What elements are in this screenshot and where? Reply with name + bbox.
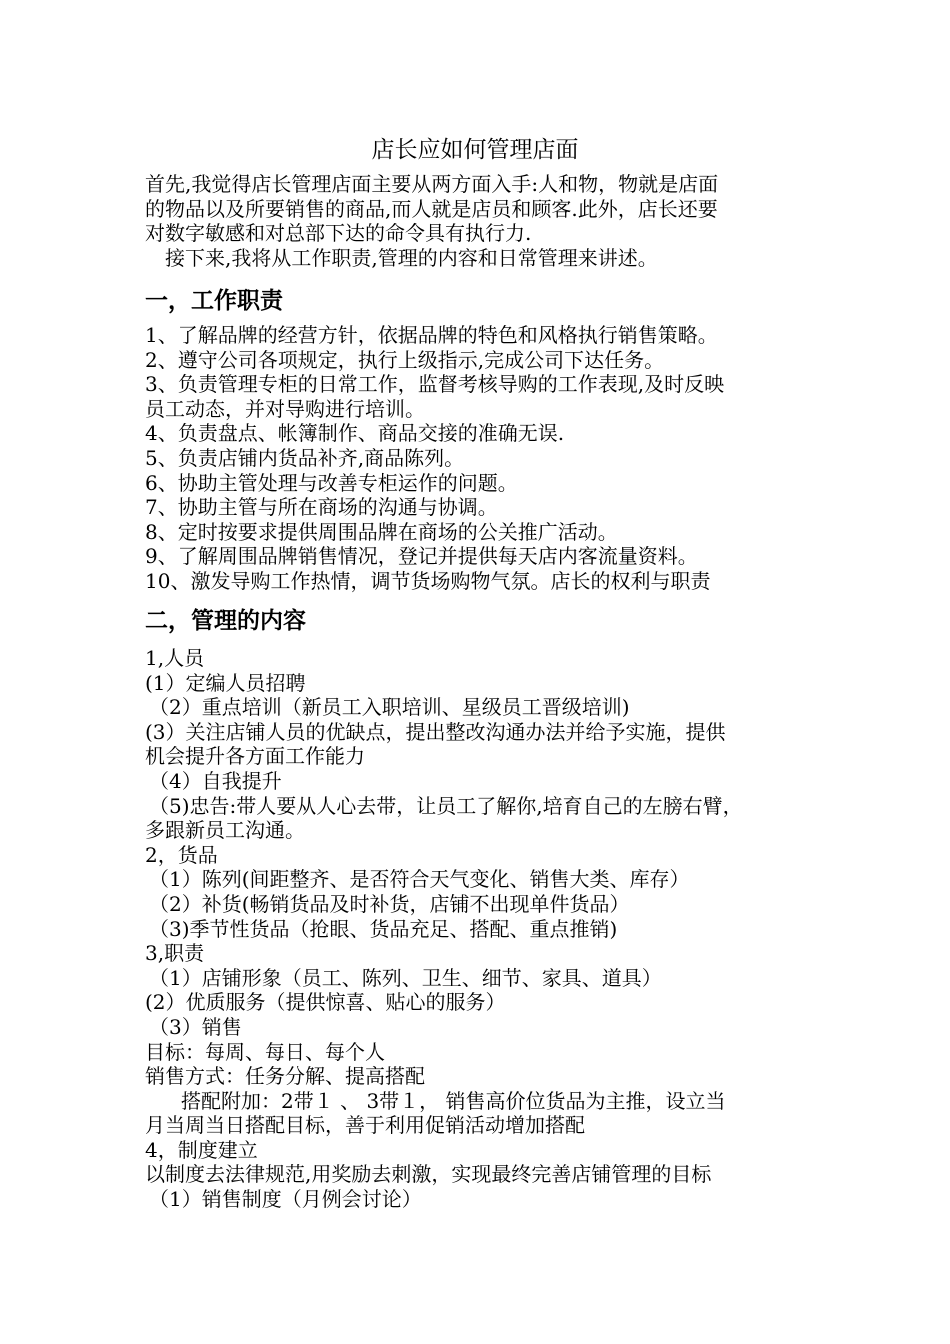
intro-line: 首先,我觉得店长管理店面主要从两方面入手:人和物，物就是店面: [145, 172, 719, 196]
list-item: 3,职责: [145, 941, 205, 966]
list-item: 以制度去法律规范,用奖励去刺激，实现最终完善店铺管理的目标: [145, 1162, 712, 1187]
list-item: (3）关注店铺人员的优缺点，提出整改沟通办法并给予实施，提供: [145, 719, 726, 744]
section-heading-management: 二，管理的内容: [145, 607, 306, 634]
list-item: 机会提升各方面工作能力: [145, 744, 365, 769]
intro-line: 接下来,我将从工作职责,管理的内容和日常管理来讲述。: [165, 245, 658, 270]
list-item: 7、协助主管与所在商场的沟通与协调。: [145, 495, 498, 520]
list-item: 2，货品: [145, 842, 218, 867]
list-item: （4）自我提升: [149, 768, 282, 793]
list-item: 6、协助主管处理与改善专柜运作的问题。: [145, 470, 518, 495]
list-item: 3、负责管理专柜的日常工作，监督考核导购的工作表现,及时反映: [145, 372, 725, 397]
list-item: （1）销售制度（月例会讨论）: [149, 1187, 422, 1212]
list-item: 目标：每周、每日、每个人: [145, 1039, 385, 1064]
list-item: 10、激发导购工作热情，调节货场购物气氛。店长的权利与职责: [145, 568, 711, 593]
page-title: 店长应如何管理店面: [371, 137, 579, 163]
list-item: 1、了解品牌的经营方针，依据品牌的特色和风格执行销售策略。: [145, 323, 718, 347]
list-item: 1,人员: [145, 646, 205, 670]
list-item: 搭配附加：2带１ 、 3带１， 销售高价位货品为主推，设立当: [181, 1088, 726, 1113]
list-item: 8、定时按要求提供周围品牌在商场的公关推广活动。: [145, 519, 618, 544]
intro-line: 对数字敏感和对总部下达的命令具有执行力.: [145, 221, 532, 245]
list-item: （3)季节性货品（抢眼、货品充足、搭配、重点推销): [149, 916, 618, 941]
list-item: （5)忠告:带人要从人心去带，让员工了解你,培育自己的左膀右臂，: [149, 793, 743, 818]
section-heading-duties: 一，工作职责: [145, 287, 283, 314]
list-item: （3）销售: [149, 1014, 242, 1039]
list-item: 4、负责盘点、帐簿制作、商品交接的准确无误.: [145, 421, 565, 446]
management-list: [145, 646, 835, 1212]
list-item: 多跟新员工沟通。: [145, 818, 305, 843]
list-item: 4，制度建立: [145, 1137, 258, 1162]
list-item: 9、了解周围品牌销售情况，登记并提供每天店内客流量资料。: [145, 544, 698, 569]
list-item: (2）优质服务（提供惊喜、贴心的服务）: [145, 990, 506, 1015]
list-item: （1）店铺形象（员工、陈列、卫生、细节、家具、道具）: [149, 965, 662, 990]
list-item: （2）重点培训（新员工入职培训、星级员工晋级培训): [149, 695, 630, 720]
list-item: 销售方式：任务分解、提高搭配: [145, 1064, 425, 1089]
list-item: （2）补货(畅销货品及时补货，店铺不出现单件货品）: [149, 891, 630, 916]
list-item: 5、负责店铺内货品补齐,商品陈列。: [145, 445, 465, 470]
duties-list: [145, 323, 835, 594]
list-item: （1）陈列(间距整齐、是否符合天气变化、销售大类、库存）: [149, 867, 690, 892]
intro-paragraph: [145, 172, 825, 270]
list-item: 月当周当日搭配目标，善于利用促销活动增加搭配: [145, 1113, 585, 1138]
list-item: 2、遵守公司各项规定，执行上级指示,完成公司下达任务。: [145, 347, 665, 372]
intro-line: 的物品以及所要销售的商品,而人就是店员和顾客.此外，店长还要: [145, 196, 718, 221]
list-item: 员工动态，并对导购进行培训。: [145, 396, 425, 421]
list-item: (1）定编人员招聘: [145, 670, 306, 695]
